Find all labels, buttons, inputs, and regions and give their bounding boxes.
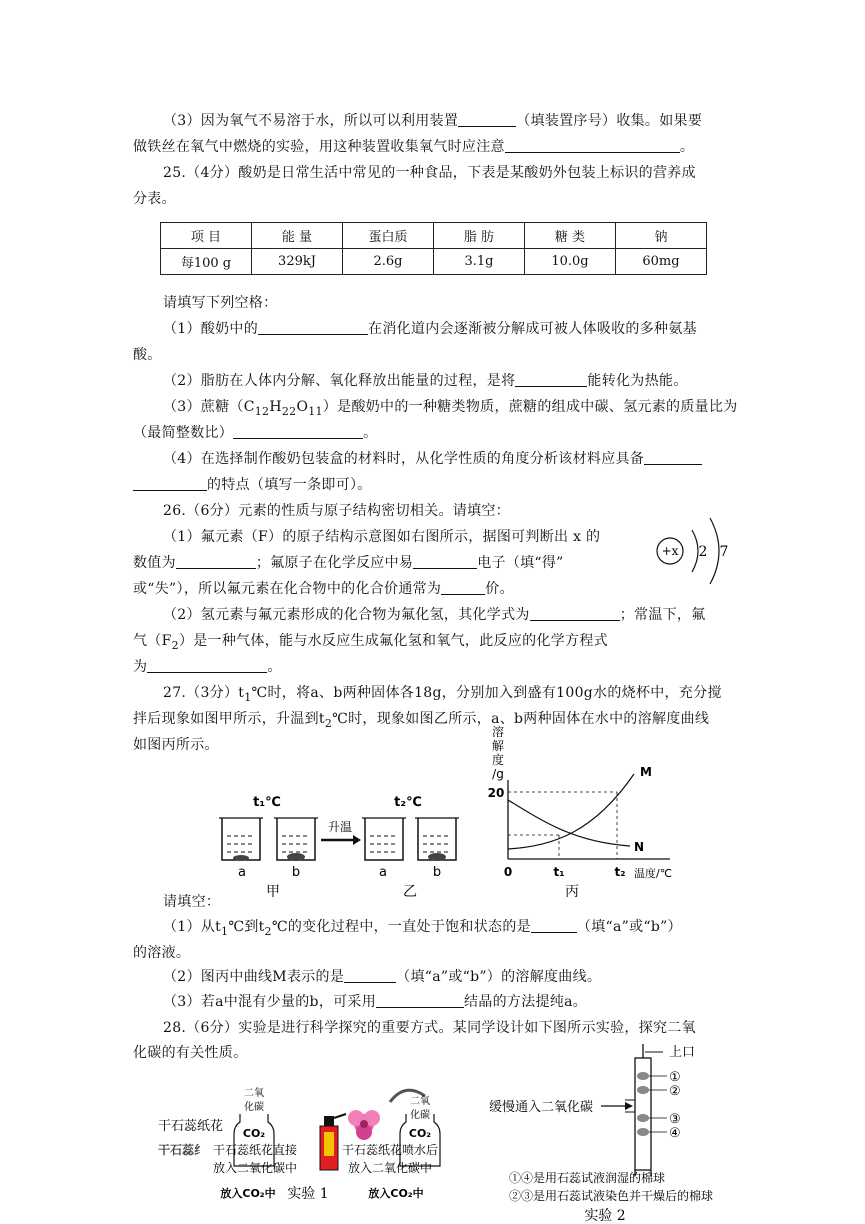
q27-p1 xyxy=(163,918,682,941)
answer-blank[interactable] xyxy=(458,112,516,127)
electron-shell-1 xyxy=(692,530,698,572)
ylabel-4: /g xyxy=(492,767,504,781)
q25-text: 。 xyxy=(363,425,378,441)
q25-intro: 25.（4分）酸奶是日常生活中常见的一种食品，下表是某酸奶外包装上标识的营养成 xyxy=(163,165,696,181)
q25-intro-cont: 分表。 xyxy=(133,191,176,207)
subscript: 22 xyxy=(281,404,297,418)
fig-yi-label: 乙 xyxy=(403,884,417,900)
arrow-head xyxy=(353,835,361,845)
marker-1: ① xyxy=(669,1070,681,1085)
q27-text: 结晶的方法提纯a。 xyxy=(464,994,588,1010)
q24-text: 做铁丝在氧气中燃烧的实验，用这种装置收集氧气时应注意 xyxy=(133,139,505,155)
bottle1-label-mid: 化碳 xyxy=(244,1102,264,1113)
caption-2-line2: 放入二氧化碳中 xyxy=(347,1161,433,1175)
caption-2-line1: 干石蕊纸花喷水后 xyxy=(341,1143,439,1157)
answer-blank[interactable] xyxy=(258,320,368,335)
q27-text: （1）从t xyxy=(163,919,222,935)
q27-text: 27.（3分）t xyxy=(163,685,245,701)
bottle1-label-top: 二氧 xyxy=(244,1088,264,1099)
t2-label: t₂℃ xyxy=(394,795,422,810)
table-header: 蛋白质 xyxy=(343,223,434,249)
q27-text: ℃时，将a、b两种固体各18g，分别加入到盛有100g水的烧杯中，充分搅 xyxy=(251,685,722,701)
label-b-2: b xyxy=(432,865,442,880)
experiment-1-figure xyxy=(150,1074,480,1204)
xlabel: 温度/℃ xyxy=(634,867,673,880)
subscript: 2 xyxy=(171,638,179,652)
q25-p4-cont xyxy=(133,476,372,494)
beaker-a-2 xyxy=(362,818,406,860)
flower-label: 干石蕊纸花 xyxy=(158,1119,224,1134)
tick-t2: t₂ xyxy=(614,865,626,879)
label-b-1: b xyxy=(291,865,301,880)
label-N: N xyxy=(634,840,645,854)
heat-label: 升温 xyxy=(327,820,353,834)
table-header-row xyxy=(161,223,707,249)
tick-t1: t₁ xyxy=(553,865,565,879)
q25-p2 xyxy=(163,372,688,390)
q27-intro-cont2: 如图丙所示。 xyxy=(133,737,219,753)
q26-text: ；常温下，氟 xyxy=(619,607,706,623)
label-M: M xyxy=(640,765,652,779)
q26-text: （2）氢元素与氟元素形成的化合物为氟化氢，其化学式为 xyxy=(163,607,530,623)
spray-bottle-icon xyxy=(320,1114,346,1170)
ylabel-1: 溶 xyxy=(491,725,505,739)
q26-text: 或“失”），所以氟元素在化合物中的化合价通常为 xyxy=(133,581,442,597)
answer-blank[interactable] xyxy=(441,580,485,595)
q25-text: （1）酸奶中的 xyxy=(163,321,259,337)
q25-text: 能转化为热能。 xyxy=(587,373,688,389)
q25-text: H xyxy=(269,399,282,415)
inlet-label: 缓慢通入二氧化碳 xyxy=(489,1100,594,1115)
table-header: 项 目 xyxy=(161,223,252,249)
q26-text: ；氟原子在化学反应中易 xyxy=(255,555,414,571)
caption-1-line3: 放入CO₂中 xyxy=(220,1187,276,1200)
electron-shell-2 xyxy=(710,518,719,584)
q25-p1-cont: 酸。 xyxy=(133,347,162,363)
shell2-electrons: 7 xyxy=(719,544,729,560)
q25-p3 xyxy=(163,398,738,421)
subscript: 2 xyxy=(264,924,272,938)
ylabel-3: 度 xyxy=(491,753,505,767)
table-header: 能 量 xyxy=(252,223,343,249)
marker-3: ③ xyxy=(669,1112,681,1127)
q26-text: 气（F xyxy=(133,633,172,649)
subscript: 11 xyxy=(308,404,323,418)
beaker-a-1 xyxy=(219,818,263,861)
fluorine-atom-diagram xyxy=(650,508,740,598)
table-cell: 329kJ xyxy=(252,249,343,275)
solubility-chart xyxy=(484,724,694,904)
q26-text: 价。 xyxy=(485,581,514,597)
bottle1-co2: CO₂ xyxy=(242,1127,266,1140)
inlet-arrow-head xyxy=(625,1102,633,1110)
q24-text: （填装置序号）收集。如果要 xyxy=(516,113,703,129)
q25-p4 xyxy=(163,450,702,468)
label-a-1: a xyxy=(238,865,246,880)
marker-2: ② xyxy=(669,1084,681,1099)
table-header: 钠 xyxy=(616,223,707,249)
table-row xyxy=(161,249,707,275)
q27-p2 xyxy=(163,968,601,986)
answer-blank[interactable] xyxy=(344,968,396,983)
answer-blank[interactable] xyxy=(133,476,207,491)
q25-fill-prompt: 请填写下列空格： xyxy=(163,295,278,311)
q27-text: ℃时，现象如图乙所示，a、b两种固体在水中的溶解度曲线 xyxy=(332,711,710,727)
experiment-2-label: 实验 2 xyxy=(584,1208,626,1224)
q25-text: 的特点（填写一条即可）。 xyxy=(207,477,372,493)
table-cell: 3.1g xyxy=(434,249,525,275)
cotton-ball-3 xyxy=(637,1114,649,1122)
answer-blank[interactable] xyxy=(530,606,620,621)
flower-icon xyxy=(348,1110,380,1140)
subscript: 1 xyxy=(221,924,229,938)
bottle2-label-mid: 化碳 xyxy=(410,1110,430,1121)
answer-blank[interactable] xyxy=(644,450,702,465)
q28-intro-cont: 化碳的有关性质。 xyxy=(133,1045,248,1061)
table-cell: 60mg xyxy=(616,249,707,275)
q25-text: （3）蔗糖（C xyxy=(163,399,255,415)
q26-text: 数值为 xyxy=(133,555,176,571)
answer-blank[interactable] xyxy=(147,658,267,673)
q27-text: ℃到t xyxy=(228,919,265,935)
q25-text: （4）在选择制作酸奶包装盒的材料时，从化学性质的角度分析该材料应具备 xyxy=(163,451,645,467)
fig-bing-label: 丙 xyxy=(565,884,579,900)
answer-blank[interactable] xyxy=(515,372,587,387)
q26-p1-cont xyxy=(133,554,564,572)
cotton-ball-2 xyxy=(637,1086,649,1094)
tick-origin: 0 xyxy=(503,865,513,879)
q26-text: 。 xyxy=(267,659,282,675)
q26-text: ）是一种气体，能与水反应生成氟化氢和氧气，此反应的化学方程式 xyxy=(178,633,608,649)
answer-blank[interactable] xyxy=(176,554,256,569)
table-cell: 每100 g xyxy=(161,249,252,275)
q26-p2-cont xyxy=(133,632,608,655)
beaker-b-2 xyxy=(415,818,459,861)
q24-line2 xyxy=(133,138,694,156)
table-header: 脂 肪 xyxy=(434,223,525,249)
experiment-1-label: 实验 1 xyxy=(287,1186,329,1202)
marker-4: ④ xyxy=(669,1126,681,1141)
q25-text: （最简整数比） xyxy=(133,425,234,441)
curve-N xyxy=(508,800,630,846)
answer-blank[interactable] xyxy=(233,424,363,439)
subscript: 1 xyxy=(244,690,252,704)
q24-text: （3）因为氧气不易溶于水，所以可以利用装置 xyxy=(163,113,459,129)
q26-p1-cont2 xyxy=(133,580,514,598)
q26-p2-cont2 xyxy=(133,658,282,676)
q24-text: 。 xyxy=(679,139,695,155)
caption-1-line2: 放入二氧化碳中 xyxy=(212,1161,298,1175)
top-opening-label: 上口 xyxy=(669,1045,696,1060)
bottle2-co2: CO₂ xyxy=(408,1127,432,1140)
t1-label: t₁℃ xyxy=(253,795,281,810)
q24-line1 xyxy=(163,112,702,130)
nutrition-table xyxy=(160,222,707,275)
nucleus-label: +x xyxy=(661,544,679,558)
q27-text: ℃的变化过程中，一直处于饱和状态的是 xyxy=(271,919,531,935)
q27-text: （填“a”或“b”）的溶解度曲线。 xyxy=(396,969,602,985)
q25-text: ）是酸奶中的一种糖类物质，蔗糖的组成中碳、氢元素的质量比为 xyxy=(322,399,738,415)
ylabel-2: 解 xyxy=(491,739,505,753)
tick-20: 20 xyxy=(487,786,505,800)
answer-blank[interactable] xyxy=(376,993,464,1008)
beaker-figure xyxy=(215,788,485,903)
note-2: ②③是用石蕊试液染色并干燥后的棉球 xyxy=(509,1189,714,1203)
caption-2-line3: 放入CO₂中 xyxy=(368,1187,424,1200)
caption-1-line1: 干石蕊纸花直接 xyxy=(212,1143,298,1157)
answer-blank[interactable] xyxy=(531,918,577,933)
q27-fill-prompt: 请填空： xyxy=(163,894,221,910)
shell1-electrons: 2 xyxy=(698,544,708,560)
q25-text: O xyxy=(296,399,309,415)
q27-p1-cont: 的溶液。 xyxy=(133,945,191,961)
fig-jia-label: 甲 xyxy=(266,884,280,900)
table-header: 糖 类 xyxy=(525,223,616,249)
caption-ghost: 干石蕊纟 xyxy=(158,1143,207,1157)
cotton-ball-1 xyxy=(637,1072,649,1080)
q27-text: （2）图丙中曲线M表示的是 xyxy=(163,969,345,985)
cotton-ball-4 xyxy=(637,1128,649,1136)
subscript: 2 xyxy=(324,716,333,730)
subscript: 12 xyxy=(254,404,270,418)
q27-p3 xyxy=(163,993,587,1011)
table-cell: 10.0g xyxy=(525,249,616,275)
table-cell: 2.6g xyxy=(343,249,434,275)
experiment-2-figure xyxy=(485,1040,775,1224)
q26-intro: 26.（6分）元素的性质与原子结构密切相关。请填空： xyxy=(163,503,510,519)
beaker-b-1 xyxy=(274,818,318,861)
q25-p1 xyxy=(163,320,697,338)
bottle2-label-top: 二氧 xyxy=(410,1096,430,1107)
answer-blank[interactable] xyxy=(505,138,680,153)
q26-p2 xyxy=(163,606,706,624)
q27-text: （3）若a中混有少量的b，可采用 xyxy=(163,994,377,1010)
q26-text: 为 xyxy=(133,659,148,675)
q25-text: 在消化道内会逐渐被分解成可被人体吸收的多种氨基 xyxy=(368,321,697,337)
label-a-2: a xyxy=(379,865,387,880)
answer-blank[interactable] xyxy=(413,554,477,569)
q27-intro xyxy=(163,684,722,707)
q26-text: 电子（填“得” xyxy=(477,555,564,571)
q26-p1: （1）氟元素（F）的原子结构示意图如右图所示，据图可判断出 x 的 xyxy=(163,529,601,545)
note-1: ①④是用石蕊试液润湿的棉球 xyxy=(509,1171,666,1185)
q27-text: 拌后现象如图甲所示，升温到t xyxy=(133,711,325,727)
q28-intro: 28.（6分）实验是进行科学探究的重要方式。某同学设计如下图所示实验，探究二氧 xyxy=(163,1020,696,1036)
q25-text: （2）脂肪在人体内分解、氧化释放出能量的过程，是将 xyxy=(163,373,516,389)
q25-p3-cont xyxy=(133,424,377,442)
q27-text: （填“a”或“b”） xyxy=(576,919,682,935)
